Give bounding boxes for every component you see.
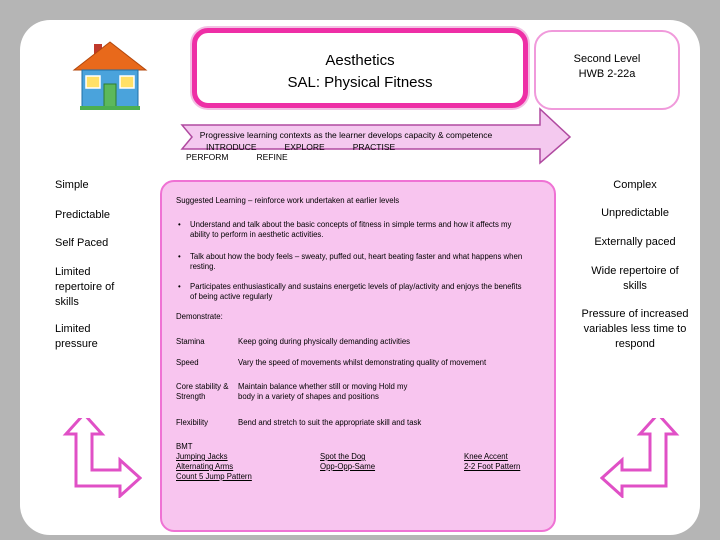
desc-speed: Vary the speed of movements whilst demonstrating quality of movement — [238, 358, 487, 367]
level-line2: HWB 2-22a — [578, 68, 636, 80]
desc-flexibility: Bend and stretch to suit the appropriate skill and task — [238, 418, 422, 427]
demonstrate-label: Demonstrate: — [176, 312, 223, 321]
arrow-stages — [186, 142, 486, 162]
right-wide-repertoire: Wide repertoire of skills — [591, 265, 679, 292]
title-box — [192, 28, 528, 108]
bullet-3: • Participates enthusiastically and sustains energetic levels of play/activity and enjoys the benefits of being active regularly — [190, 282, 530, 302]
left-self-paced: Self Paced — [55, 237, 109, 249]
link-knee-accent[interactable]: Knee Accent — [464, 452, 508, 461]
link-opp-opp-same[interactable]: Opp-Opp-Same — [320, 462, 376, 471]
stage-perform: PERFORM — [186, 152, 229, 162]
term-flexibility: Flexibility — [176, 418, 209, 427]
left-predictable: Predictable — [55, 209, 111, 221]
term-core: Core stability & Strength — [176, 382, 229, 401]
main-heading: Suggested Learning – reinforce work undertaken at earlier levels — [176, 196, 400, 205]
term-speed: Speed — [176, 358, 199, 367]
desc-core: Maintain balance whether still or moving Hold my body in a variety of shapes and positions — [238, 382, 408, 401]
link-jumping-jacks[interactable]: Jumping Jacks — [176, 452, 228, 461]
level-line1: Second Level — [573, 53, 641, 65]
right-unpredictable: Unpredictable — [601, 207, 669, 219]
stage-introduce: INTRODUCE — [206, 142, 257, 152]
stage-refine: REFINE — [256, 152, 288, 162]
link-count-5-jump[interactable]: Count 5 Jump Pattern — [176, 472, 252, 481]
bmt-label: BMT — [176, 442, 193, 451]
bent-arrow-right-icon — [600, 418, 680, 498]
link-spot-the-dog[interactable]: Spot the Dog — [320, 452, 366, 461]
right-pressure: Pressure of increased variables less time to respond — [581, 308, 689, 350]
stage-practise: PRACTISE — [352, 142, 396, 152]
desc-stamina: Keep going during physically demanding activities — [238, 337, 411, 346]
bullet-2: • Talk about how the body feels – sweaty, puffed out, heart beating faster and what happens when resting. — [190, 252, 530, 272]
suggested-learning-box — [160, 180, 556, 532]
link-2-2-foot[interactable]: 2-2 Foot Pattern — [464, 462, 521, 471]
title-line1: Aesthetics — [325, 52, 395, 69]
left-simple: Simple — [55, 179, 89, 191]
house-icon — [70, 40, 150, 110]
level-box — [534, 30, 680, 110]
bent-arrow-left-icon — [62, 418, 142, 498]
arrow-text: Progressive learning contexts as the learner develops capacity & competence — [199, 130, 493, 140]
title-line2: SAL: Physical Fitness — [287, 74, 433, 91]
stage-explore: EXPLORE — [284, 142, 325, 152]
link-alternating-arms[interactable]: Alternating Arms — [176, 462, 234, 471]
bullet-1: • Understand and talk about the basic concepts of fitness in simple terms and how it affects my ability to perform in aesthetic activities. — [190, 220, 530, 240]
left-limited-pressure: Limited pressure — [55, 323, 98, 350]
right-complex: Complex — [613, 179, 657, 191]
right-externally-paced: Externally paced — [594, 236, 676, 248]
term-stamina: Stamina — [176, 337, 205, 346]
left-limited-repertoire: Limited repertoire of skills — [55, 266, 115, 308]
